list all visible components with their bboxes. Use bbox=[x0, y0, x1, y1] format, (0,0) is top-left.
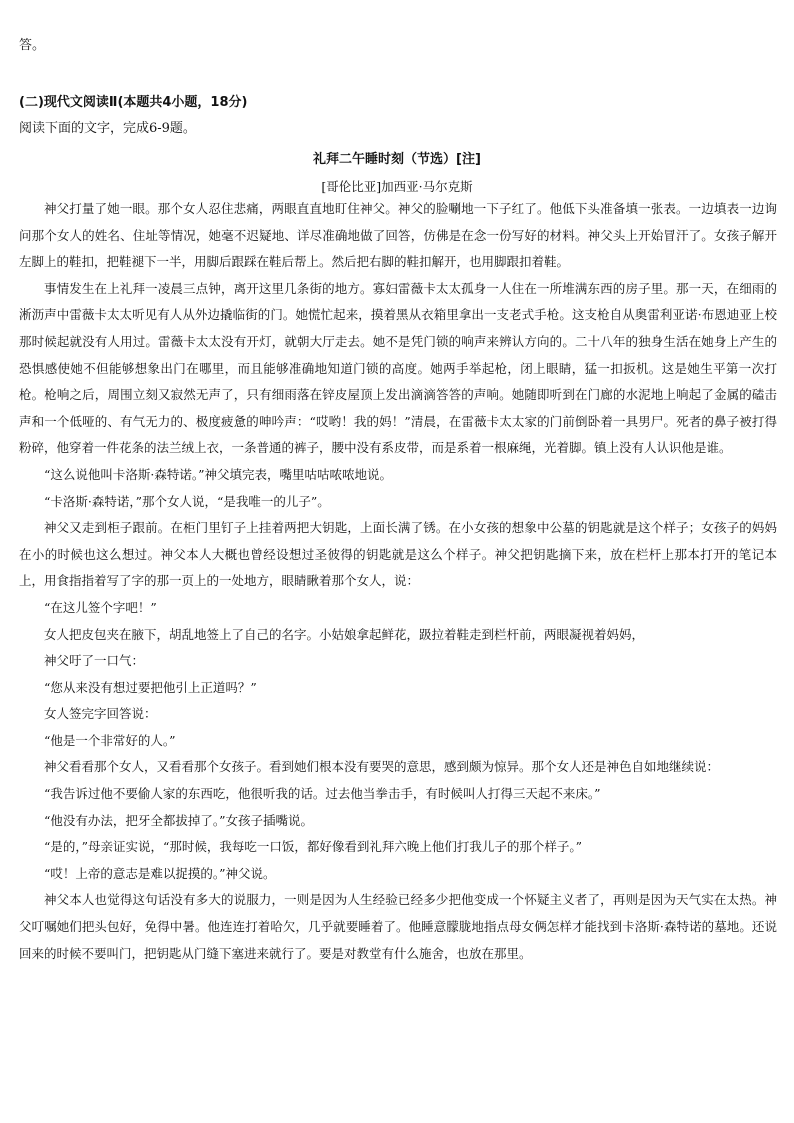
paragraph: 神父看看那个女人，又看看那个女孩子。看到她们根本没有要哭的意思，感到颇为惊异。那个女人还是神色自如地继续说： bbox=[44, 759, 720, 775]
paragraph: “在这儿签个字吧！” bbox=[44, 599, 157, 615]
paragraph: “您从来没有想过要把他引上正道吗？” bbox=[44, 679, 257, 695]
reading-instruction: 阅读下面的文字，完成6-9题。 bbox=[19, 121, 196, 136]
paragraph: “我告诉过他不要偷人家的东西吃，他很听我的话。过去他当拳击手，有时候叫人打得三天起不来床。” bbox=[44, 786, 601, 802]
paragraph: “他是一个非常好的人。” bbox=[44, 732, 176, 748]
paragraph: 神父打量了她一眼。那个女人忍住悲痛，两眼直直地盯住神父。神父的脸唰地一下子红了。他低下头准备填一张表。一边填表一边询问那个女人的姓名、住址等情况，她毫不迟疑地、详尽准确地做了回答，仿佛是在念一份写好的材料。神父头上开始冒汗了。女孩子解开左脚上的鞋扣，把鞋褪下一半，用脚后跟踩在鞋后帮上。然后把右脚的鞋扣解开，也用脚跟扣着鞋。 bbox=[19, 201, 777, 270]
paragraph: 神父吁了一口气： bbox=[44, 653, 145, 669]
article-author: [哥伦比亚]加西亚·马尔克斯 bbox=[321, 179, 473, 194]
paragraph: 女人签完字回答说： bbox=[44, 706, 157, 722]
paragraph: 神父本人也觉得这句话没有多大的说服力，一则是因为人生经验已经多少把他变成一个怀疑主义者了，再则是因为天气实在太热。神父叮嘱她们把头包好，免得中暑。他连连打着哈欠，几乎就要睡着了。他睡意朦胧地指点母女俩怎样才能找到卡洛斯·森特诺的墓地。还说回来的时候不要叫门，把钥匙从门缝下塞进来就行了。要是对教堂有什么施舍，也放在那里。 bbox=[19, 892, 777, 961]
paragraph: 神父又走到柜子跟前。在柜门里钉子上挂着两把大钥匙，上面长满了锈。在小女孩的想象中公墓的钥匙就是这个样子；女孩子的妈妈在小的时候也这么想过。神父本人大概也曾经设想过圣彼得的钥匙就是这么个样子。神父把钥匙摘下来，放在栏杆上那本打开的笔记本上，用食指指着写了字的那一页上的一处地方，眼睛瞅着那个女人，说： bbox=[19, 520, 777, 589]
paragraph: 事情发生在上礼拜一凌晨三点钟，离开这里几条街的地方。寡妇雷薇卡太太孤身一人住在一所堆满东西的房子里。那一天，在细雨的淅沥声中雷薇卡太太听见有人从外边撬临街的门。她慌忙起来，摸着黑从衣箱里拿出一支老式手枪。这支枪自从奥雷利亚诺·布恩迪亚上校那时候起就没有人用过。雷薇卡太太没有开灯，就朝大厅走去。她不是凭门锁的响声来辨认方向的。二十八年的独身生活在她身上产生的恐惧感使她不但能够想象出门在哪里，而且能够准确地知道门锁的高度。她两手举起枪，闭上眼睛，猛一扣扳机。这是她生平第一次打枪。枪响之后，周围立刻又寂然无声了，只有细雨落在锌皮屋顶上发出滴滴答答的声响。她随即听到在门廊的水泥地上响起了金属的磕击声和一个低哑的、有气无力的、极度疲惫的呻吟声：“哎哟！我的妈！”清晨，在雷薇卡太太家的门前倒卧着一具男尸。死者的鼻子被打得粉碎，他穿着一件花条的法兰绒上衣，一条普通的裤子，腰中没有系皮带，而是系着一根麻绳，光着脚。镇上没有人认识他是谁。 bbox=[19, 280, 777, 456]
paragraph: “哎！上帝的意志是难以捉摸的。”神父说。 bbox=[44, 865, 276, 881]
paragraph: 女人把皮包夹在腋下，胡乱地签上了自己的名字。小姑娘拿起鲜花，趿拉着鞋走到栏杆前，两眼凝视着妈妈， bbox=[44, 626, 645, 642]
paragraph: “是的，”母亲证实说，“那时候，我每吃一口饭，都好像看到礼拜六晚上他们打我儿子的那个样子。” bbox=[44, 839, 583, 855]
section-heading: (二)现代文阅读Ⅱ(本题共4小题，18分) bbox=[19, 95, 248, 110]
top-fragment: 答。 bbox=[19, 38, 46, 53]
paragraph: “这么说他叫卡洛斯·森特诺。”神父填完表，嘴里咕咕哝哝地说。 bbox=[44, 466, 393, 482]
paragraph: “他没有办法，把牙全都拔掉了。”女孩子插嘴说。 bbox=[44, 812, 314, 828]
article-body bbox=[19, 196, 777, 967]
article-title: 礼拜二午睡时刻（节选）[注] bbox=[313, 152, 481, 167]
paragraph: “卡洛斯·森特诺，”那个女人说，“是我唯一的儿子”。 bbox=[44, 493, 330, 509]
